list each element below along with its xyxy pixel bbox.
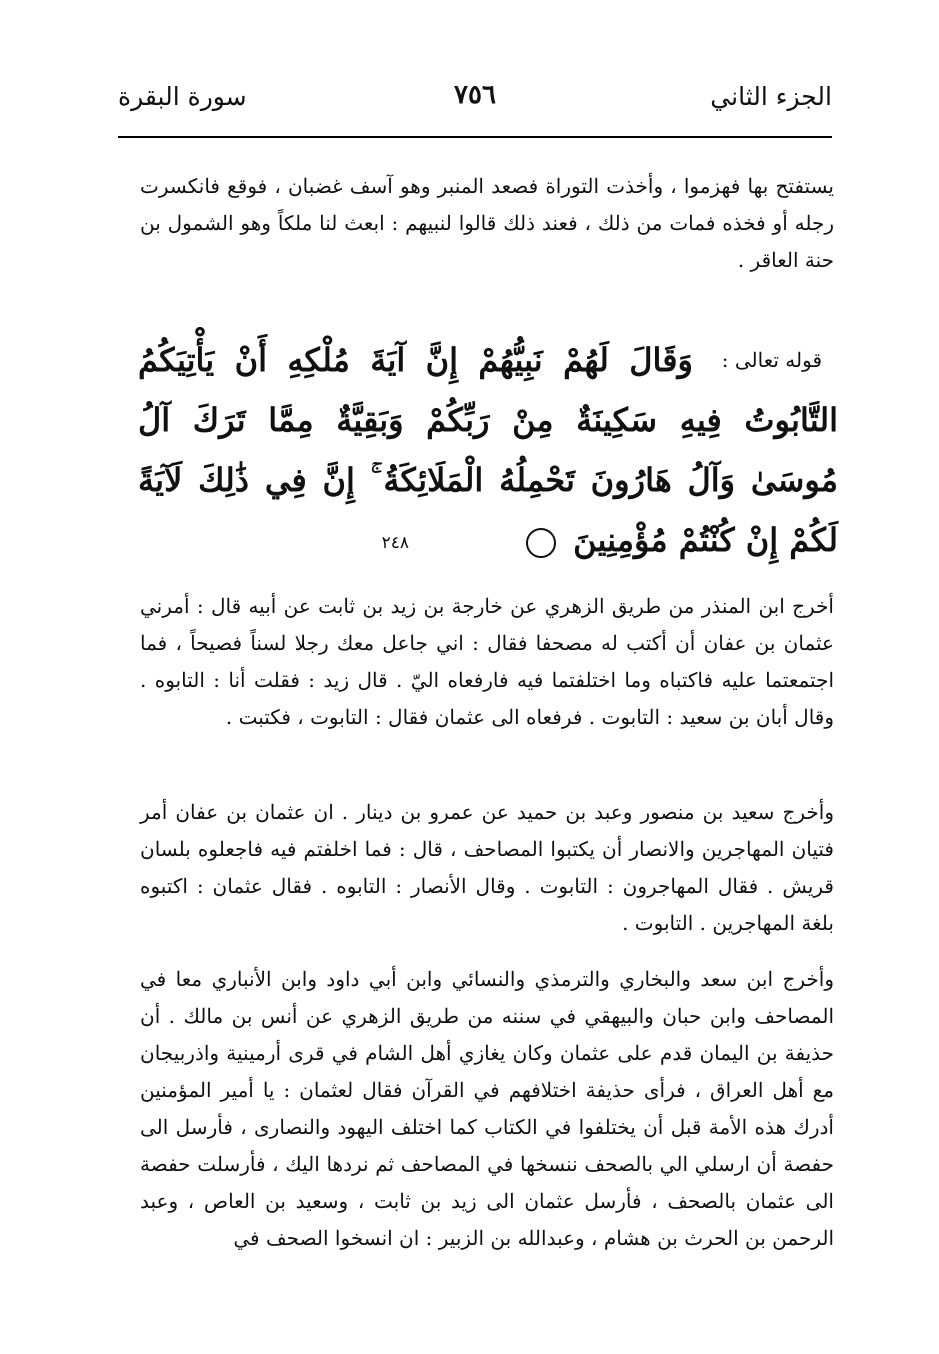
- page-number: ٧٥٦: [454, 80, 496, 110]
- intro-paragraph: يستفتح بها فهزموا ، وأخذت التوراة فصعد المنبر وهو آسف غضبان ، فوقع فانكسرت رجله أو فخذه فمات من ذلك ، فعند ذلك قالوا لنبيهم : ابعث لنا ملكاً وهو الشمول بن حنة العاقر .: [140, 174, 834, 272]
- surah-name: سورة البقرة: [118, 82, 247, 111]
- paragraph-2: وأخرج سعيد بن منصور وعبد بن حميد عن عمرو بن دينار . ان عثمان بن عفان أمر فتيان المهاجرين والانصار أن يكتبوا المصاحف ، قال : فما اخلفتم فيه فاجعلوه بلسان قريش . فقال المهاجرون : التابوت . وقال الأنصار : التابوه . فقال عثمان : اكتبوه بلغة المهاجرين . التابوت .: [140, 800, 834, 935]
- page-header: [118, 78, 832, 122]
- paragraph-3: وأخرج ابن سعد والبخاري والترمذي والنسائي وابن أبي داود وابن الأنباري معا في المصاحف وابن حبان والبيهقي في سننه من طريق الزهري عن أنس بن مالك . أن حذيفة بن اليمان قدم على عثمان وكان يغازي أهل الشام في قرى أرمينية واذربيجان مع أهل العراق ، فرأى حذيفة اختلافهم في القرآن فقال لعثمان : يا أمير المؤمنين أدرك هذه الأمة قبل أن يختلفوا في الكتاب كما اختلف اليهود والنصارى ، فأرسل الى حفصة أن ارسلي الي بالصحف ننسخها في المصاحف ثم نردها اليك ، فأرسلت حفصة الى عثمان بالصحف ، فأرسل عثمان الى زيد بن ثابت ، وسعيد بن العاص ، وعبد الرحمن بن الحرث بن هشام ، وعبدالله بن الزبير : ان انسخوا الصحف في: [140, 967, 834, 1250]
- header-rule: [118, 136, 832, 138]
- paragraph-1: أخرج ابن المنذر من طريق الزهري عن خارجة بن زيد بن ثابت عن أبيه قال : أمرني عثمان بن عفان أن أكتب له مصحفا فقال : اني جاعل معك رجلا لسناً فصيحاً ، فما اجتمعتما عليه فاكتباه وما اختلفتما فيه فارفعاه اليّ . قال زيد : فقلت أنا : التابوه . وقال أبان بن سعيد : التابوت . فرفعاه الى عثمان فقال : التابوت ، فكتبت .: [140, 594, 834, 729]
- verse-block: [138, 318, 838, 558]
- verse-text: وَقَالَ لَهُمْ نَبِيُّهُمْ إِنَّ آيَةَ مُلْكِهِ أَنْ يَأْتِيَكُمُ التَّابُوتُ فِيهِ سَكِينَةٌ مِنْ رَبِّكُمْ وَبَقِيَّةٌ مِمَّا تَرَكَ آلُ مُوسَىٰ وَآلُ هَارُونَ تَحْمِلُهُ الْمَلَائِكَةُ ۚ إِنَّ فِي ذَٰلِكَ لَآيَةً لَكُمْ إِنْ كُنْتُمْ مُؤْمِنِينَ: [138, 341, 838, 559]
- part-label: الجزء الثاني: [710, 82, 832, 111]
- verse-label: قوله تعالى :: [721, 348, 822, 372]
- ayah-number-mark: ٢٤٨: [526, 528, 556, 558]
